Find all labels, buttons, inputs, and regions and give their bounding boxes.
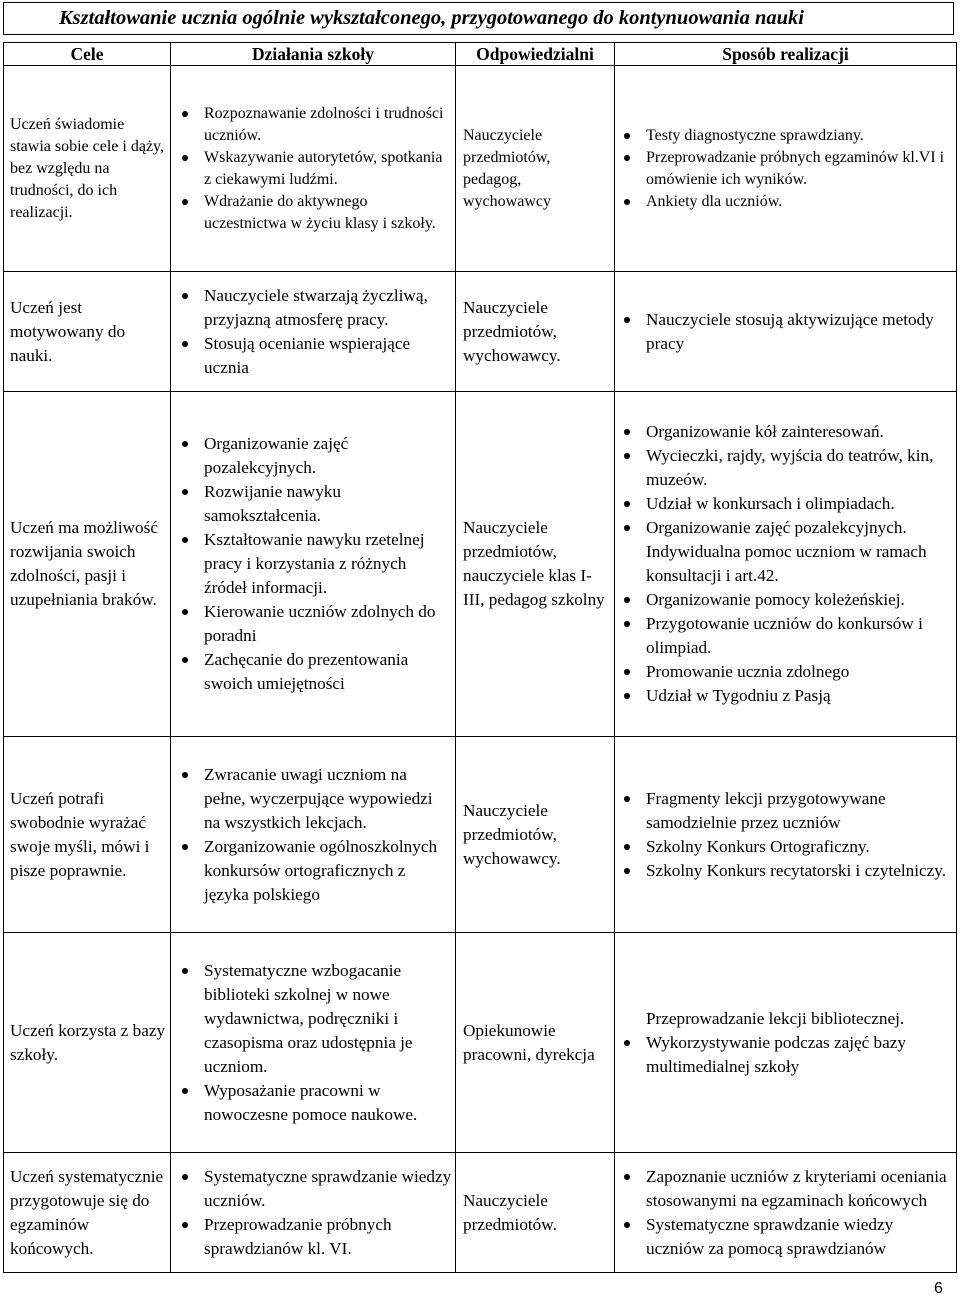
- ways-cell: [615, 1153, 957, 1273]
- list-item: Udział w Tygodniu z Pasją: [621, 684, 952, 708]
- header-ways: Sposób realizacji: [615, 43, 957, 66]
- list-item: Organizowanie zajęć pozalekcyjnych. Indywidualna pomoc uczniom w ramach konsultacji i art.42.: [621, 516, 952, 588]
- bullet-icon: [182, 657, 188, 663]
- list-item: Zapoznanie uczniów z kryteriami oceniania stosowanymi na egzaminach końcowych: [621, 1165, 952, 1213]
- responsible-cell: Nauczyciele przedmiotów, nauczyciele klas I-III, pedagog szkolny: [456, 392, 615, 737]
- responsible-cell: Nauczyciele przedmiotów.: [456, 1153, 615, 1273]
- table-row: [4, 737, 957, 933]
- bullet-icon: [624, 155, 630, 161]
- bullet-icon: [624, 525, 630, 531]
- list-item: Ankiety dla uczniów.: [621, 191, 952, 213]
- plan-table: [3, 42, 957, 1273]
- table-row: [4, 933, 957, 1153]
- bullet-icon: [624, 669, 630, 675]
- list-item: Przeprowadzanie próbnych egzaminów kl.VI i omówienie ich wyników.: [621, 147, 952, 191]
- table-row: [4, 66, 957, 272]
- bullet-icon: [624, 1040, 630, 1046]
- list-item: Zorganizowanie ogólnoszkolnych konkursów ortograficznych z języka polskiego: [179, 835, 452, 907]
- list-item: Systematyczne sprawdzanie wiedzy uczniów za pomocą sprawdzianów: [621, 1213, 952, 1261]
- bullet-icon: [182, 537, 188, 543]
- bullet-icon: [624, 453, 630, 459]
- list-item: Kierowanie uczniów zdolnych do poradni: [179, 600, 452, 648]
- bullet-icon: [182, 293, 188, 299]
- list-item: Zachęcanie do prezentowania swoich umiejętności: [179, 648, 452, 696]
- actions-cell: [171, 272, 456, 392]
- bullet-icon: [182, 772, 188, 778]
- bullet-icon: [624, 621, 630, 627]
- bullet-icon: [624, 199, 630, 205]
- page-number: 6: [934, 1280, 943, 1297]
- bullet-icon: [624, 868, 630, 874]
- goal-cell: Uczeń korzysta z bazy szkoły.: [4, 933, 171, 1153]
- list-item: Organizowanie kół zainteresowań.: [621, 420, 952, 444]
- bullet-icon: [624, 844, 630, 850]
- list-item: Organizowanie zajęć pozalekcyjnych.: [179, 432, 452, 480]
- bullet-icon: [182, 844, 188, 850]
- bullet-icon: [182, 968, 188, 974]
- list-item: Udział w konkursach i olimpiadach.: [621, 492, 952, 516]
- actions-cell: [171, 66, 456, 272]
- list-item: Nauczyciele stwarzają życzliwą, przyjazną atmosferę pracy.: [179, 284, 452, 332]
- list-item: Szkolny Konkurs Ortograficzny.: [621, 835, 952, 859]
- bullet-icon: [624, 1174, 630, 1180]
- goal-cell: Uczeń ma możliwość rozwijania swoich zdolności, pasji i uzupełniania braków.: [4, 392, 171, 737]
- list-item: Fragmenty lekcji przygotowywane samodzielnie przez uczniów: [621, 787, 952, 835]
- bullet-icon: [624, 796, 630, 802]
- header-goals: Cele: [4, 43, 171, 66]
- bullet-icon: [182, 341, 188, 347]
- list-item: Przeprowadzanie próbnych sprawdzianów kl. VI.: [179, 1213, 452, 1261]
- bullet-icon: [624, 693, 630, 699]
- bullet-icon: [182, 1088, 188, 1094]
- bullet-icon: [624, 429, 630, 435]
- header-responsible: Odpowiedzialni: [456, 43, 615, 66]
- responsible-cell: Opiekunowie pracowni, dyrekcja: [456, 933, 615, 1153]
- actions-cell: [171, 392, 456, 737]
- table-row: [4, 272, 957, 392]
- list-item: Organizowanie pomocy koleżeńskiej.: [621, 588, 952, 612]
- bullet-icon: [182, 111, 188, 117]
- ways-cell: [615, 737, 957, 933]
- actions-cell: [171, 737, 456, 933]
- list-item: Wskazywanie autorytetów, spotkania z ciekawymi ludźmi.: [179, 147, 452, 191]
- list-item: Wdrażanie do aktywnego uczestnictwa w życiu klasy i szkoły.: [179, 191, 452, 235]
- bullet-icon: [624, 597, 630, 603]
- list-item: Zwracanie uwagi uczniom na pełne, wyczerpujące wypowiedzi na wszystkich lekcjach.: [179, 763, 452, 835]
- bullet-icon: [182, 609, 188, 615]
- list-item: Promowanie ucznia zdolnego: [621, 660, 952, 684]
- responsible-cell: Nauczyciele przedmiotów, wychowawcy.: [456, 737, 615, 933]
- goal-cell: Uczeń świadomie stawia sobie cele i dąży, bez względu na trudności, do ich realizacji.: [4, 66, 171, 272]
- ways-cell: [615, 272, 957, 392]
- list-item: Wykorzystywanie podczas zajęć bazy multimedialnej szkoły: [621, 1031, 952, 1079]
- list-item: Nauczyciele stosują aktywizujące metody pracy: [621, 308, 952, 356]
- bullet-icon: [182, 1222, 188, 1228]
- list-item: Rozpoznawanie zdolności i trudności uczniów.: [179, 103, 452, 147]
- actions-cell: [171, 933, 456, 1153]
- bullet-icon: [624, 501, 630, 507]
- list-item: Kształtowanie nawyku rzetelnej pracy i korzystania z różnych źródeł informacji.: [179, 528, 452, 600]
- goal-cell: Uczeń systematycznie przygotowuje się do egzaminów końcowych.: [4, 1153, 171, 1273]
- list-item: Rozwijanie nawyku samokształcenia.: [179, 480, 452, 528]
- table-row: [4, 1153, 957, 1273]
- ways-cell: [615, 392, 957, 737]
- bullet-icon: [624, 1222, 630, 1228]
- responsible-cell: Nauczyciele przedmiotów, pedagog, wychowawcy: [456, 66, 615, 272]
- list-item: Przygotowanie uczniów do konkursów i olimpiad.: [621, 612, 952, 660]
- list-item: Testy diagnostyczne sprawdziany.: [621, 125, 952, 147]
- table-row: [4, 392, 957, 737]
- list-item: Szkolny Konkurs recytatorski i czytelniczy.: [621, 859, 952, 883]
- goal-cell: Uczeń potrafi swobodnie wyrażać swoje myśli, mówi i pisze poprawnie.: [4, 737, 171, 933]
- list-item: Wycieczki, rajdy, wyjścia do teatrów, kin, muzeów.: [621, 444, 952, 492]
- list-item: Wyposażanie pracowni w nowoczesne pomoce naukowe.: [179, 1079, 452, 1127]
- responsible-cell: Nauczyciele przedmiotów, wychowawcy.: [456, 272, 615, 392]
- ways-cell: [615, 933, 957, 1153]
- bullet-icon: [182, 441, 188, 447]
- bullet-icon: [182, 489, 188, 495]
- list-item: Przeprowadzanie lekcji bibliotecznej.: [646, 1008, 905, 1028]
- actions-cell: [171, 1153, 456, 1273]
- header-actions: Działania szkoły: [171, 43, 456, 66]
- bullet-icon: [182, 155, 188, 161]
- table-header-row: [4, 43, 957, 66]
- bullet-icon: [624, 133, 630, 139]
- bullet-icon: [182, 1174, 188, 1180]
- list-item: Systematyczne sprawdzanie wiedzy uczniów.: [179, 1165, 452, 1213]
- bullet-icon: [624, 317, 630, 323]
- page-title: Kształtowanie ucznia ogólnie wykształconego, przygotowanego do kontynuowania nauki: [3, 2, 954, 35]
- ways-cell: [615, 66, 957, 272]
- bullet-icon: [182, 199, 188, 205]
- list-item: Systematyczne wzbogacanie biblioteki szkolnej w nowe wydawnictwa, podręczniki i czasopisma oraz udostępnia je uczniom.: [179, 959, 452, 1079]
- list-item: Stosują ocenianie wspierające ucznia: [179, 332, 452, 380]
- goal-cell: Uczeń jest motywowany do nauki.: [4, 272, 171, 392]
